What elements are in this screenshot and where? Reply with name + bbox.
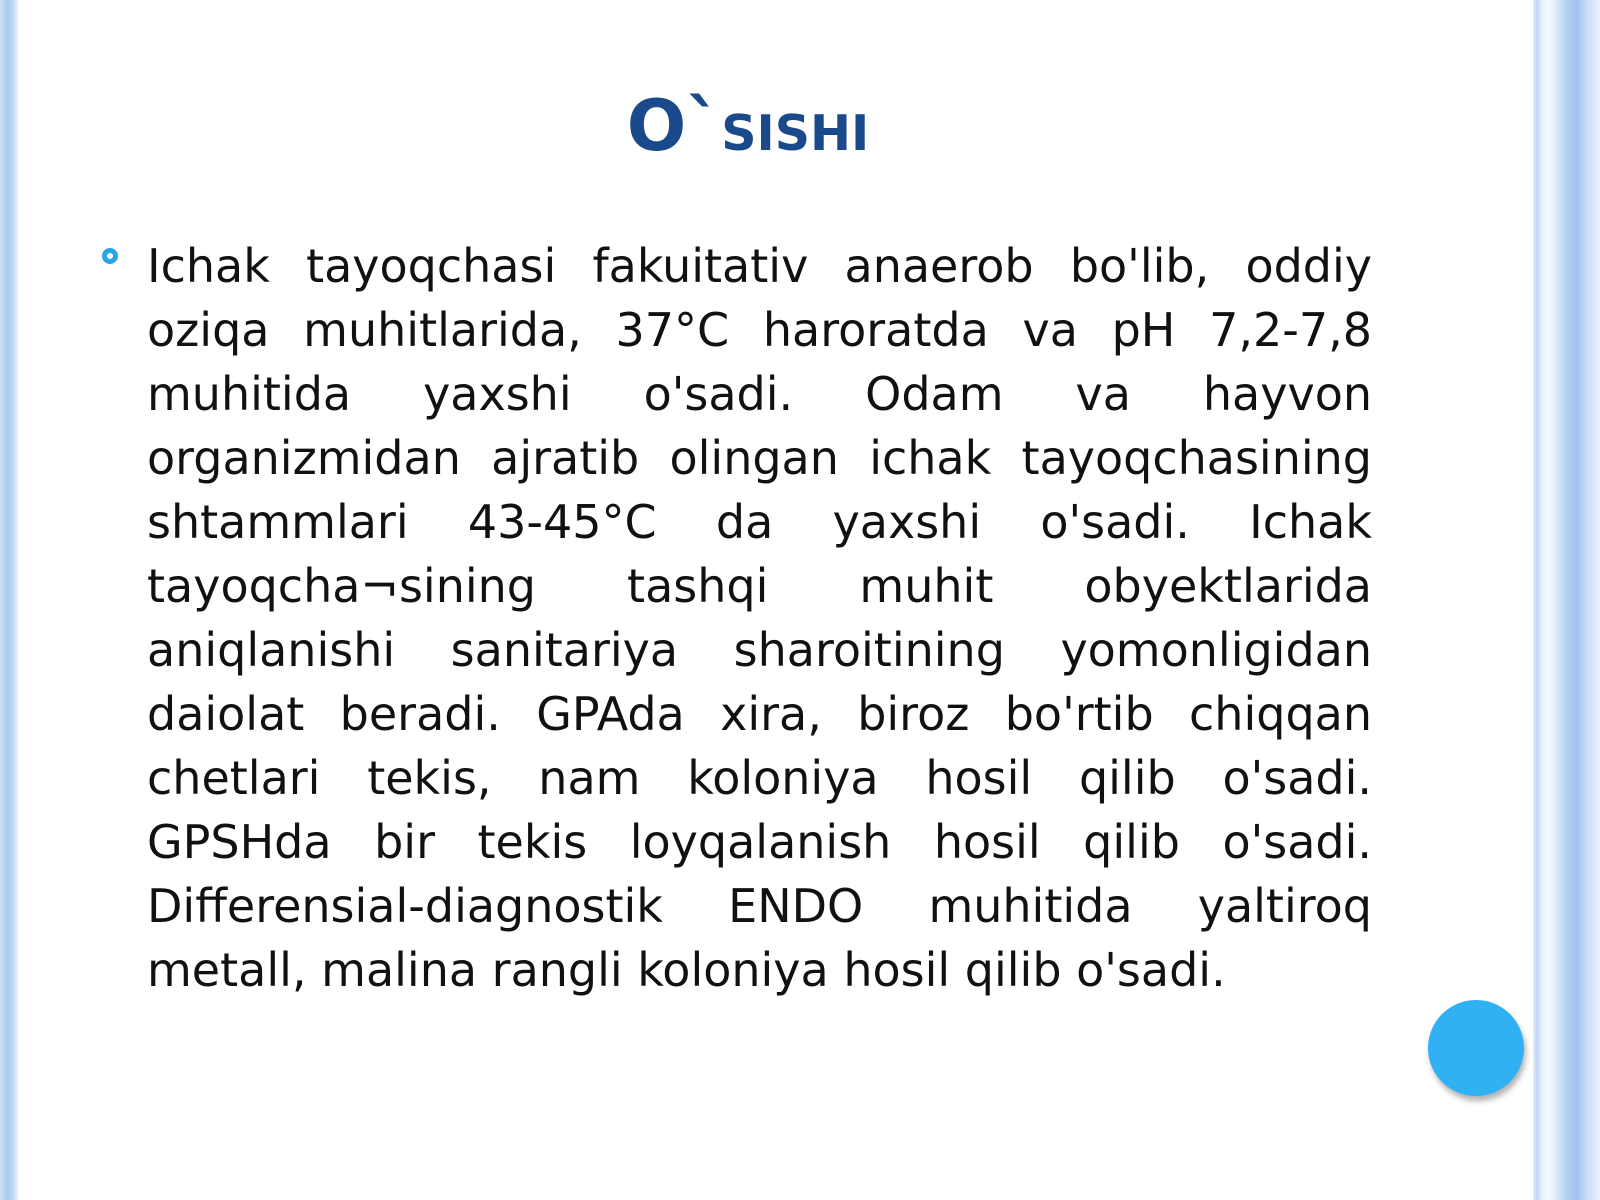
bullet-item [100, 234, 1375, 1002]
decorative-circle [1428, 1000, 1524, 1096]
bullet-text: Ichak tayoqchasi fakuitativ anaerob bo'lib, oddiy oziqa muhitlarida, 37°C haroratda va pH 7,2-7,8 muhitida yaxshi o'sadi. Odam va hayvon organizmidan ajratib olingan ichak tayoqchasining shtammlari 43-45°C da yaxshi o'sadi. Ichak tayoqcha¬sining tashqi muhit obyektlarida aniqlanishi sanitariya sharoitining yomonligidan daiolat beradi. GPAda xira, biroz bo'rtib chiqqan chetlari tekis, nam koloniya hosil qilib o'sadi. GPSHda bir tekis loyqalanish hosil qilib o'sadi. Differensial-diagnostik ENDO muhitida yaltiroq metall, malina rangli koloniya hosil qilib o'sadi. [147, 239, 1372, 997]
left-border-bar [0, 0, 18, 1200]
right-decorative-band [1533, 0, 1600, 1200]
circle-bullet-icon [102, 248, 118, 264]
slide-title: O`sishi [626, 85, 870, 167]
